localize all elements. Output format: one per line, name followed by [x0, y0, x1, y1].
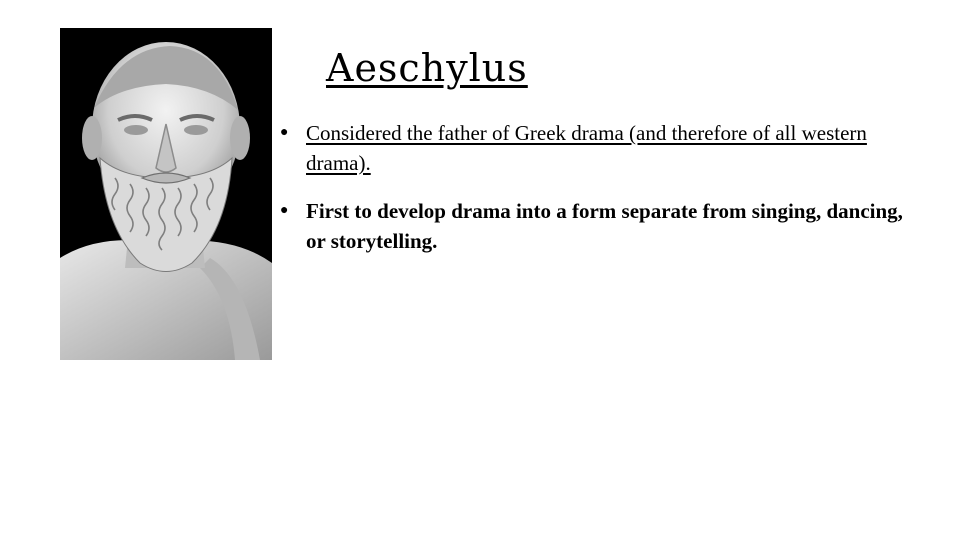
bullet-text: Considered the father of Greek drama (and therefore of all western drama). — [306, 121, 867, 175]
bullet-text: First to develop drama into a form separate from singing, dancing, or storytelling. — [306, 199, 903, 253]
bullet-list — [280, 118, 920, 256]
bullet-item — [280, 196, 920, 256]
bust-icon — [60, 28, 272, 360]
bullet-item — [280, 118, 920, 178]
bullet-dot-icon: ● — [280, 203, 289, 218]
slide-title: Aeschylus — [326, 46, 528, 90]
bullet-dot-icon: ● — [280, 125, 289, 140]
portrait-image — [60, 28, 272, 360]
